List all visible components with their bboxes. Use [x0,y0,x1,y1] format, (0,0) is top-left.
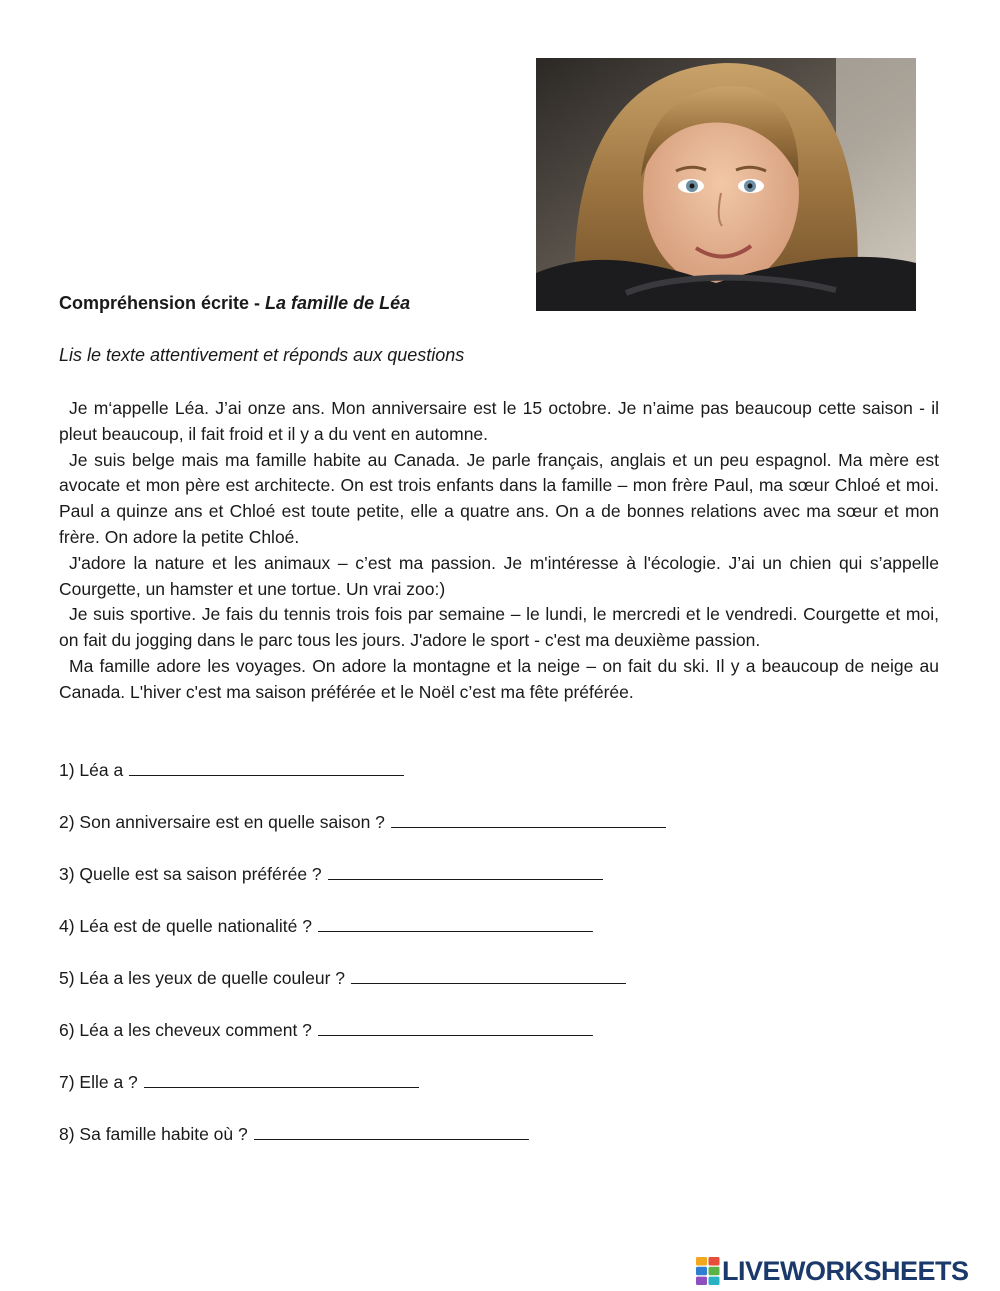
question-label: 6) Léa a les cheveux comment ? [59,1020,312,1040]
reading-text [59,396,939,706]
answer-blank-4[interactable] [318,914,593,932]
question-4 [59,914,593,937]
liveworksheets-logo-icon [696,1257,720,1285]
liveworksheets-logo [696,1256,969,1286]
paragraph-2: Je suis belge mais ma famille habite au Canada. Je parle français, anglais et un peu espagnol. Ma mère est avocate et mon père est architecte. On est trois enfants dans la famille – mon frère Paul, ma sœur Chloé et moi. Paul a quinze ans et Chloé est toute petite, elle a quatre ans. On a de bonnes relations avec ma sœur et mon frère. On adore la petite Chloé. [59,449,939,547]
answer-blank-6[interactable] [318,1018,593,1036]
paragraph-4: Je suis sportive. Je fais du tennis trois fois par semaine – le lundi, le mercredi et le vendredi. Courgette et moi, on fait du jogging dans le parc tous les jours. J'adore le sport - c'est ma deuxième passion. [59,604,939,651]
question-label: 2) Son anniversaire est en quelle saison ? [59,812,385,832]
paragraph-1: Je m‘appelle Léa. J’ai onze ans. Mon anniversaire est le 15 octobre. Je n’aime pas beaucoup cette saison - il pleut beaucoup, il fait froid et il y a du vent en automne. [59,398,939,444]
portrait-illustration [536,58,916,311]
answer-blank-2[interactable] [391,810,666,828]
question-5 [59,966,626,989]
question-label: 1) Léa a [59,760,124,780]
paragraph-3: J'adore la nature et les animaux – c’est ma passion. Je m'intéresse à l'écologie. J’ai un chien qui s’appelle Courgette, un hamster et une tortue. Un vrai zoo:) [59,552,939,599]
question-7 [59,1070,419,1093]
question-2 [59,810,666,833]
title-italic: La famille de Léa [265,293,411,313]
question-1 [59,758,404,781]
question-label: 4) Léa est de quelle nationalité ? [59,916,312,936]
question-6 [59,1018,593,1041]
question-label: 3) Quelle est sa saison préférée ? [59,864,322,884]
answer-blank-8[interactable] [254,1122,529,1140]
question-label: 5) Léa a les yeux de quelle couleur ? [59,968,346,988]
worksheet-title [59,293,410,314]
question-3 [59,862,603,885]
girl-portrait-photo [536,58,916,311]
answer-blank-5[interactable] [351,966,626,984]
logo-text: LIVEWORKSHEETS [722,1256,969,1286]
paragraph-5: Ma famille adore les voyages. On adore la montagne et la neige – on fait du ski. Il y a beaucoup de neige au Canada. L'hiver c'est ma saison préférée et le Noël c’est ma fête préférée. [59,655,939,702]
question-label: 8) Sa famille habite où ? [59,1124,248,1144]
answer-blank-7[interactable] [144,1070,419,1088]
title-bold: Compréhension écrite - [59,293,266,313]
instruction-text: Lis le texte attentivement et réponds aux questions [59,345,465,365]
answer-blank-3[interactable] [328,862,603,880]
answer-blank-1[interactable] [129,758,404,776]
question-label: 7) Elle a ? [59,1072,138,1092]
question-8 [59,1122,529,1145]
